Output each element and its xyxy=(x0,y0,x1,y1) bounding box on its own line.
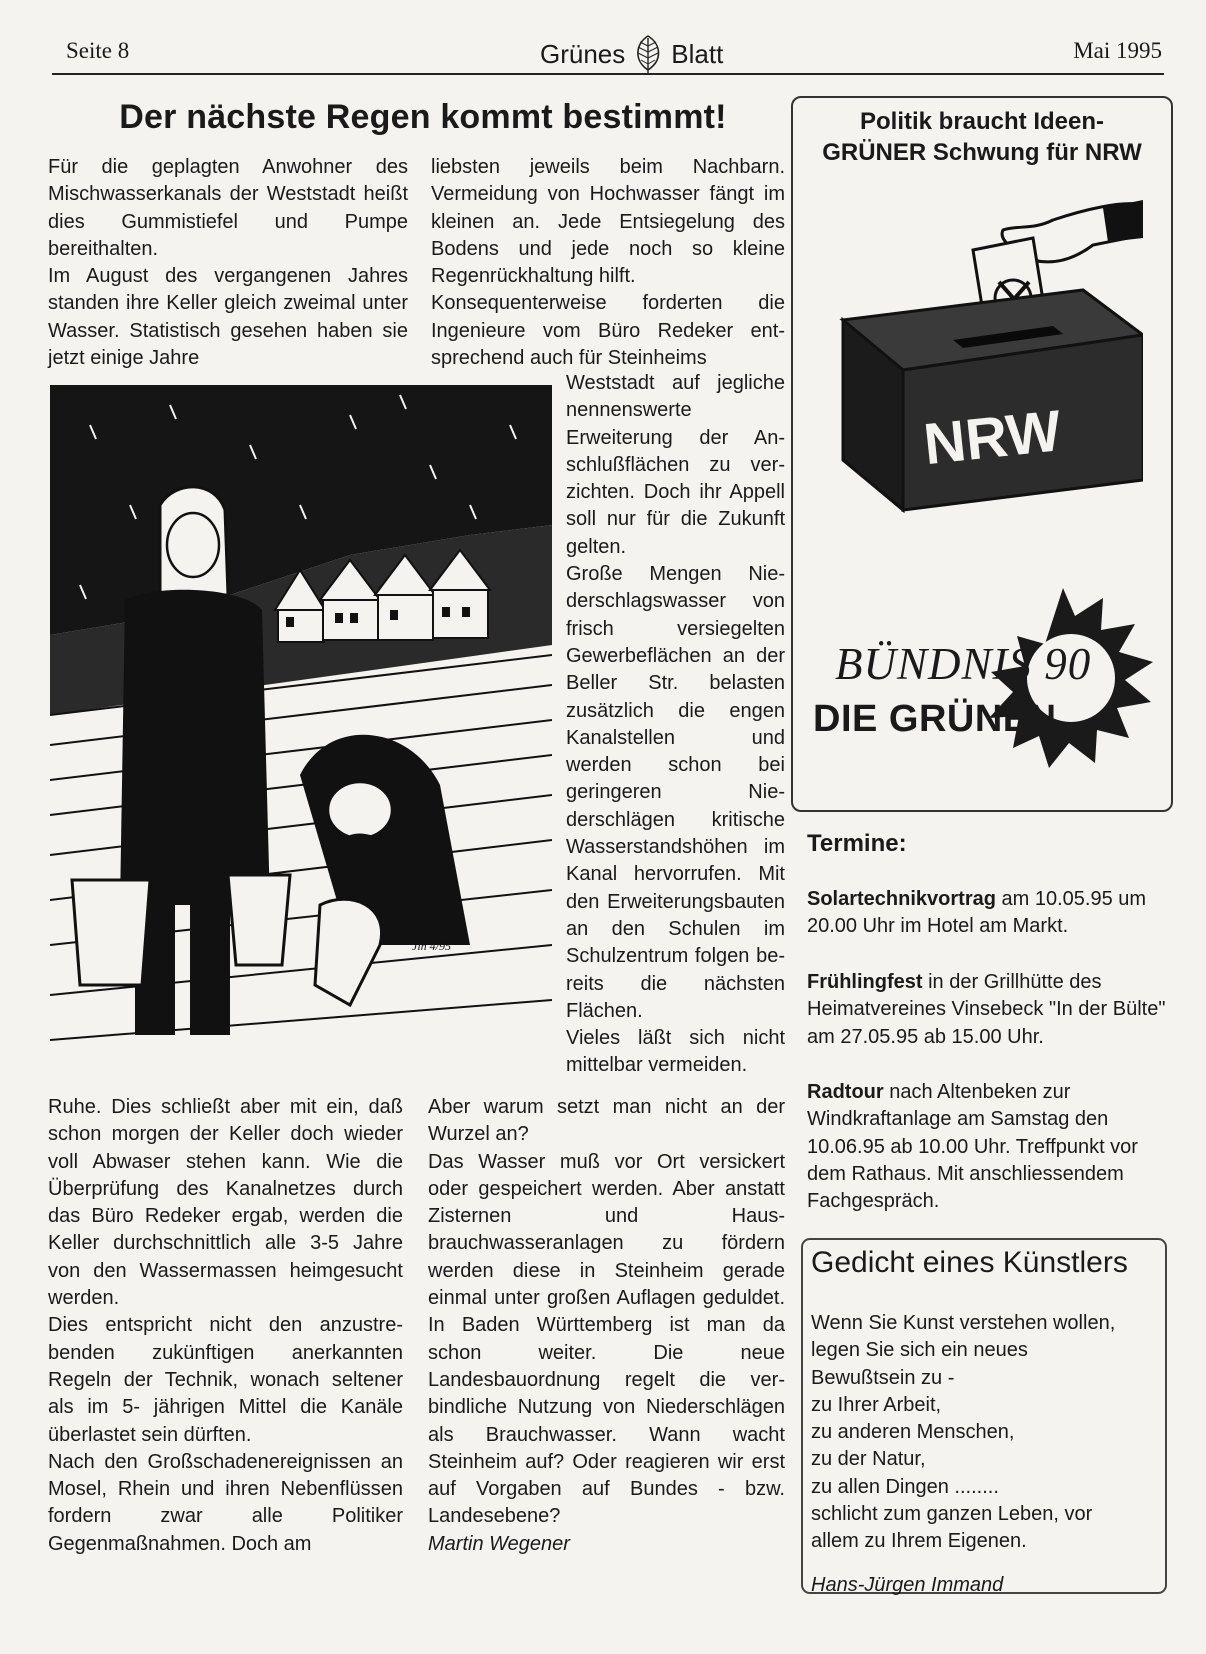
ad-title-line: GRÜNER Schwung für NRW xyxy=(822,139,1142,166)
header-rule xyxy=(52,73,1164,75)
event-item xyxy=(807,1079,1167,1215)
paragraph: Große Mengen Niederschlagswasser von frisch versiegelten Gewerbeflächen an der Beller Str. belasten zusätzlich die engen Kanalstellen und werden schon bei geringeren Niederschlägen kritische Wasserstandshöhen im Kanal hervorrufen. Mit den Erweiterungsbauten an den Schulen im Schulzentrum folgen bereits die nächsten Flächen. xyxy=(566,563,785,1022)
event-details: in der Grillhütte des Heimatvereines Vinsebeck "In der Bülte" am 27.05.95 ab 15.00 Uhr. xyxy=(807,971,1166,1048)
ad-title xyxy=(793,106,1171,168)
event-item xyxy=(807,969,1167,1051)
event-item xyxy=(807,886,1167,941)
paragraph: Dies entspricht nicht den anzustrebenden zukünftigen anerkannten Regeln der Technik, wonach seltener als im 5- jährigen Mittel die Kanäle überlastet sein dürften. xyxy=(48,1314,403,1446)
article-col2-top xyxy=(431,154,785,372)
paragraph: Das Wasser muß vor Ort versickert oder gespeichert werden. Aber anstatt Zisternen und Hausbrauchwasseranlagen zu fördern werden diese in Steinheim gerade einmal unter großen Auflagen geduldet. In Baden Württemberg ist man da schon weiter. Die neue Landesbauordnung regelt die verbindliche Nutzung von Niederschlägen als Brauchwasser. Wann wacht Steinheim auf? Oder reagieren wir erst auf Vorgaben auf Bundes - bzw. Landesebene? xyxy=(428,1150,785,1528)
paragraph: Weststadt auf jegliche nennenswerte Erweiterung der Anschlußflächen zu verzichten. Doch ihr Appell soll nur für die Zukunft gelten. xyxy=(566,372,785,558)
page-number: Seite 8 xyxy=(66,38,130,63)
article-col1-top xyxy=(48,154,408,372)
illustration-signature: Jin 4/95 xyxy=(412,939,451,953)
rain-illustration xyxy=(50,385,552,1053)
paragraph: Im August des vergangenen Jahres standen ihre Keller gleich zweimal unter Wasser. Statistisch gesehen haben sie jetzt einige Jahre xyxy=(48,265,408,370)
party-name-line1: BÜNDNIS 90 xyxy=(835,639,1092,689)
article-col2-bottom xyxy=(428,1094,785,1558)
poem-line: schlicht zum ganzen Leben, vor xyxy=(811,1503,1093,1526)
poem-title: Gedicht eines Künstlers xyxy=(811,1246,1128,1279)
poem-line: Wenn Sie Kunst verstehen wollen, xyxy=(811,1312,1116,1334)
poem-line: zu Ihrer Arbeit, xyxy=(811,1393,942,1416)
poem-line: legen Sie sich ein neues xyxy=(811,1339,1028,1362)
paragraph: liebsten jeweils beim Nachbarn. Vermeidung von Hochwasser fängt im kleinen an. Jede Entsiegelung des Bodens und jede noch so kleine Regenrückhaltung hilft. xyxy=(431,156,785,288)
ballot-box-illustration xyxy=(823,190,1143,520)
event-title: Radtour xyxy=(807,1081,884,1103)
leaf-icon xyxy=(631,34,665,74)
poem-line: Bewußtsein zu - xyxy=(811,1366,955,1389)
event-details: nach Altenbeken zur Windkraftanlage am Samstag den 10.06.95 ab 10.00 Uhr. Treffpunkt vor dem Rathaus. Mit anschliessendem Fachgespräch. xyxy=(807,1081,1138,1213)
poem-lines xyxy=(811,1310,1161,1556)
paragraph: Für die geplagten Anwohner des Mischwasserkanals der Weststadt heißt dies Gummistiefel und Pumpe bereithalten. xyxy=(48,156,408,260)
event-title: Frühlingfest xyxy=(807,971,923,993)
issue-date: Mai 1995 xyxy=(1073,38,1162,63)
paragraph: Aber warum setzt man nicht an der Wurzel an? xyxy=(428,1096,785,1146)
poem-line: allem zu Ihrem Eigenen. xyxy=(811,1530,1027,1553)
paragraph: Nach den Großschadenereignissen an Mosel, Rhein und ihren Nebenflüssen fordern zwar alle Politiker Gegenmaßnahmen. Doch am xyxy=(48,1450,403,1555)
paragraph: Konsequenterweise forderten die Ingenieure vom Büro Redeker entsprechend auch für Steinheims xyxy=(431,292,785,370)
events-heading: Termine: xyxy=(807,830,907,857)
brand-left: Grünes xyxy=(540,38,626,69)
paragraph: Ruhe. Dies schließt aber mit ein, daß schon morgen der Keller doch wieder voll Abwaser stehen kann. Wie die Überprüfung des Kanalnetzes durch das Büro Redeker ergab, werden die Keller durchschnittlich alle 3-5 Jahre von den Wassermassen heimgesucht werden. xyxy=(48,1096,403,1310)
article-col2-narrow xyxy=(566,370,785,1080)
party-name-line2: DIE GRÜNEN xyxy=(813,698,1057,740)
paragraph: Vieles läßt sich nicht mittelbar vermeiden. xyxy=(566,1027,785,1077)
campaign-ad xyxy=(791,96,1173,812)
poem-line: zu anderen Menschen, xyxy=(811,1421,1015,1444)
poem-author: Hans-Jürgen Immand xyxy=(811,1574,1004,1596)
ad-title-line: Politik braucht Ideen- xyxy=(859,108,1105,135)
article-col1-bottom xyxy=(48,1094,403,1558)
newspaper-brand xyxy=(540,34,723,74)
article-headline: Der nächste Regen kommt bestimmt! xyxy=(119,98,727,136)
poem-line: zu allen Dingen ........ xyxy=(811,1475,999,1498)
event-details: am 10.05.95 um 20.00 Uhr im Hotel am Markt. xyxy=(807,888,1147,938)
ballot-box-label: NRW xyxy=(920,398,1065,478)
brand-right: Blatt xyxy=(671,38,724,69)
poem-box xyxy=(801,1238,1167,1594)
article-author: Martin Wegener xyxy=(428,1532,570,1555)
poem-line: zu der Natur, xyxy=(811,1448,926,1471)
event-title: Solartechnikvortrag xyxy=(807,888,996,910)
